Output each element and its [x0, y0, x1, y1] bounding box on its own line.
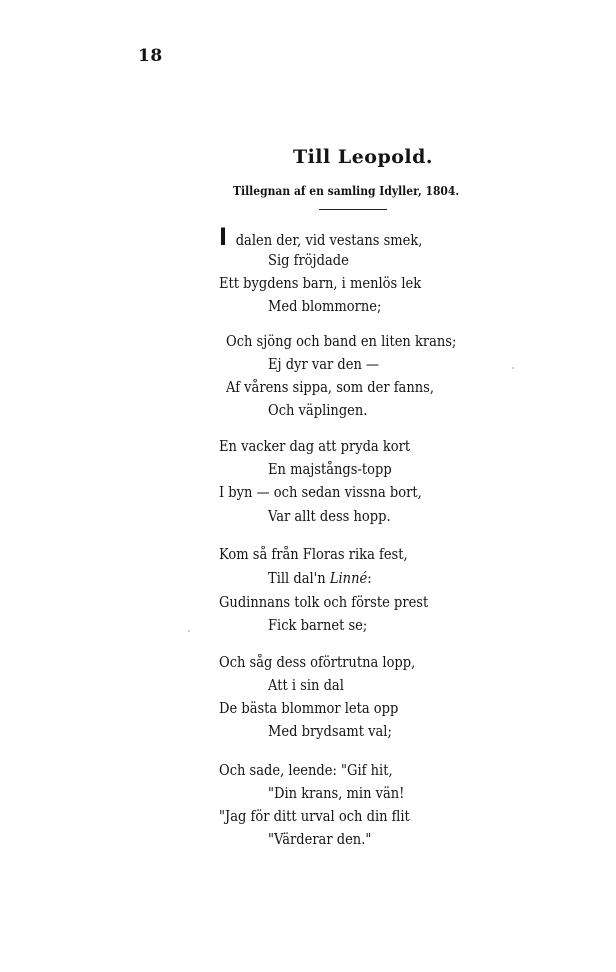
poem-line: En majstångs-topp [268, 462, 392, 478]
paper-speck [188, 630, 190, 632]
poem-line: Kom så från Floras rika fest, [219, 547, 408, 563]
paper-speck [512, 367, 514, 369]
drop-cap: I [219, 223, 228, 251]
poem-title: Till Leopold. [292, 146, 434, 168]
poem-line: Till dal'n Linné: [268, 571, 372, 587]
poem-line: Och sjöng och band en liten krans; [226, 334, 457, 350]
poem-line: Att i sin dal [268, 678, 344, 694]
poem-line: En vacker dag att pryda kort [219, 439, 411, 455]
poem-line: Ett bygdens barn, i menlös lek [219, 276, 422, 292]
poem-line: Och väplingen. [268, 403, 368, 419]
poem-line: "Värderar den." [268, 832, 372, 848]
poem-line: Med blommorne; [268, 299, 382, 315]
poem-line: Ej dyr var den — [268, 357, 380, 373]
poem-line: Och sade, leende: "Gif hit, [219, 763, 393, 779]
poem-line: "Jag för ditt urval och din flit [219, 809, 410, 825]
poem-line: "Din krans, min vän! [268, 786, 405, 802]
poem-line: Och såg dess oförtrutna lopp, [219, 655, 416, 671]
page-number: 18 [138, 46, 163, 66]
poem-line: Af vårens sippa, som der fanns, [226, 380, 434, 396]
poem-line: De bästa blommor leta opp [219, 701, 399, 717]
poem-line: Med brydsamt val; [268, 724, 392, 740]
linne-name: Linné [329, 571, 368, 587]
poem-subtitle: Tillegnan af en samling Idyller, 1804. [233, 183, 460, 198]
poem-line: Sig fröjdade [268, 253, 349, 269]
poem-line: I dalen der, vid vestans smek, [219, 223, 423, 251]
poem-line: Gudinnans tolk och förste prest [219, 595, 429, 611]
poem-line: Var allt dess hopp. [268, 509, 391, 525]
poem-line: I byn — och sedan vissna bort, [219, 485, 422, 501]
poem-line: Fick barnet se; [268, 618, 368, 634]
